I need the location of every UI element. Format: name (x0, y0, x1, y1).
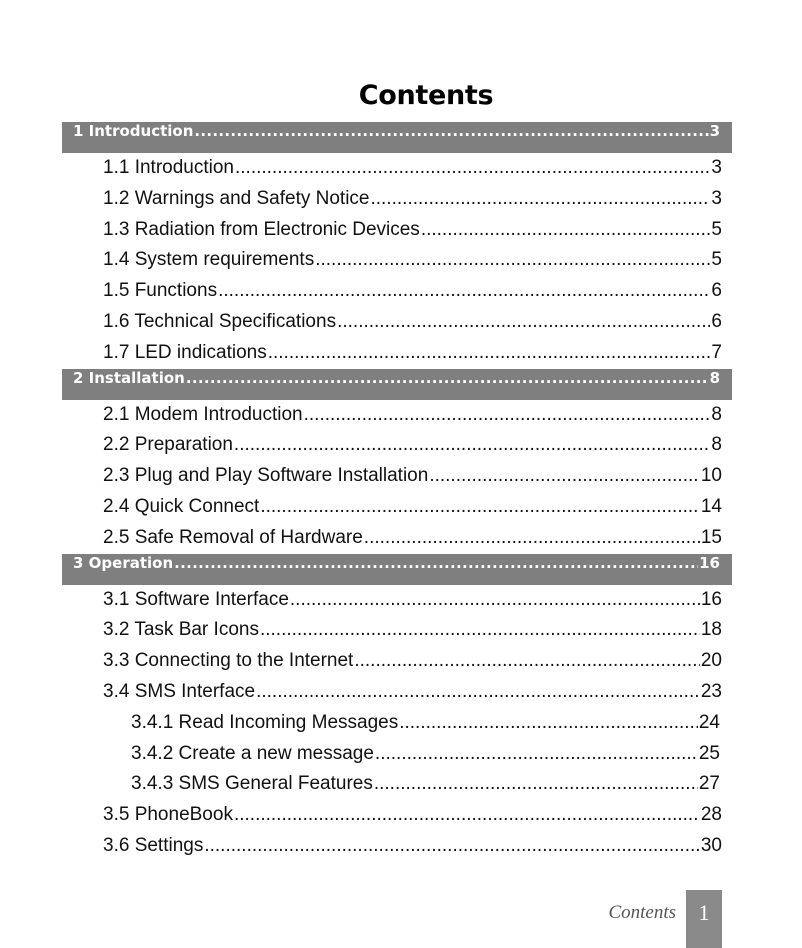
toc-entry-title: 1.7 LED indications (103, 341, 267, 363)
toc-entry-page: 8 (711, 434, 722, 456)
toc-leader-dots (174, 554, 698, 572)
toc-entry-page: 6 (711, 310, 722, 332)
toc-leader-dots (429, 461, 700, 492)
toc-leader-dots (234, 430, 711, 461)
toc-chapter-title: 1 Introduction (73, 122, 194, 140)
toc-section-row[interactable] (62, 400, 732, 431)
toc-section-row[interactable] (62, 492, 732, 523)
toc-section-row[interactable] (62, 461, 732, 492)
toc-entry-page: 24 (698, 711, 720, 733)
page-number-tab: 1 (686, 890, 722, 948)
toc-entry-title: 2.1 Modem Introduction (103, 403, 303, 425)
toc-subsection-row[interactable] (62, 708, 732, 739)
toc-section-row[interactable] (62, 276, 732, 307)
toc-leader-dots (290, 585, 700, 616)
toc-chapter-page: 16 (699, 553, 720, 572)
toc-leader-dots (304, 400, 711, 431)
toc-entry-page: 5 (711, 218, 722, 240)
toc-entry-page: 6 (711, 280, 722, 302)
toc-leader-dots (371, 184, 711, 215)
toc-leader-dots (421, 215, 711, 246)
toc-chapter-title: 3 Operation (73, 553, 174, 572)
toc-section-row[interactable] (62, 245, 732, 276)
toc-entry-title: 3.4.3 SMS General Features (131, 773, 373, 795)
toc-entry-title: 1.1 Introduction (103, 157, 234, 178)
toc-section-row[interactable] (62, 615, 732, 646)
toc-entry-title: 3.6 Settings (103, 834, 204, 856)
toc-entry-page: 7 (711, 341, 722, 363)
toc-leader-dots (364, 523, 700, 554)
toc-entry-title: 2.3 Plug and Play Software Installation (103, 465, 429, 487)
toc-entry-page: 10 (700, 465, 722, 487)
page-title: Contents (358, 80, 494, 111)
toc-entry-title: 2.5 Safe Removal of Hardware (103, 526, 363, 548)
toc-section-row[interactable] (62, 677, 732, 708)
toc-entry-page: 3 (711, 187, 722, 209)
toc-leader-dots (354, 646, 700, 677)
toc-section-row[interactable] (62, 800, 732, 831)
toc-section-row[interactable] (62, 307, 732, 338)
toc-leader-dots (260, 615, 700, 646)
toc-section-row[interactable] (62, 215, 732, 246)
toc-entry-title: 3.5 PhoneBook (103, 804, 233, 826)
toc-section-row[interactable] (62, 585, 732, 616)
toc-entry-page: 8 (711, 403, 722, 425)
toc-leader-dots (315, 245, 710, 276)
toc-entry-title: 3.2 Task Bar Icons (103, 619, 259, 641)
toc-entry-title: 3.4.2 Create a new message (131, 742, 374, 764)
toc-leader-dots (235, 153, 710, 184)
toc-leader-dots (256, 677, 700, 708)
toc-section-row[interactable] (62, 153, 732, 184)
toc-leader-dots (234, 800, 700, 831)
toc-entry-title: 3.3 Connecting to the Internet (103, 650, 354, 672)
toc-chapter-title: 2 Installation (73, 368, 185, 387)
toc-entry-title: 1.4 System requirements (103, 249, 315, 271)
toc-entry-page: 14 (700, 495, 722, 517)
toc-entry-page: 20 (700, 650, 722, 672)
table-of-contents (62, 122, 732, 862)
toc-entry-page: 23 (700, 680, 722, 702)
toc-subsection-row[interactable] (62, 739, 732, 770)
toc-entry-title: 2.4 Quick Connect (103, 495, 260, 517)
toc-leader-dots (204, 831, 700, 862)
toc-leader-dots (218, 276, 710, 307)
toc-chapter-row[interactable] (62, 369, 732, 400)
toc-entry-page: 5 (711, 249, 722, 271)
toc-entry-title: 1.5 Functions (103, 280, 218, 302)
toc-entry-page: 16 (700, 588, 722, 610)
toc-entry-title: 3.4 SMS Interface (103, 680, 256, 702)
toc-section-row[interactable] (62, 338, 732, 369)
toc-leader-dots (375, 739, 698, 770)
footer-section-label: Contents (608, 902, 676, 923)
toc-chapter-page: 3 (709, 122, 720, 140)
toc-chapter-row[interactable] (62, 554, 732, 585)
toc-chapter-page: 8 (709, 368, 720, 387)
toc-leader-dots (260, 492, 700, 523)
toc-section-row[interactable] (62, 523, 732, 554)
toc-leader-dots (194, 122, 708, 140)
toc-entry-page: 25 (698, 742, 720, 764)
toc-entry-page: 28 (700, 804, 722, 826)
toc-entry-title: 1.2 Warnings and Safety Notice (103, 187, 370, 209)
toc-entry-title: 2.2 Preparation (103, 434, 233, 456)
toc-subsection-row[interactable] (62, 769, 732, 800)
toc-entry-page: 3 (711, 157, 722, 178)
toc-entry-page: 15 (700, 526, 722, 548)
toc-section-row[interactable] (62, 184, 732, 215)
toc-entry-title: 3.1 Software Interface (103, 588, 289, 610)
toc-section-row[interactable] (62, 831, 732, 862)
toc-entry-page: 30 (700, 834, 722, 856)
toc-entry-title: 1.6 Technical Specifications (103, 310, 337, 332)
toc-entry-page: 27 (698, 773, 720, 795)
toc-leader-dots (268, 338, 711, 369)
toc-leader-dots (186, 369, 709, 387)
toc-entry-title: 1.3 Radiation from Electronic Devices (103, 218, 420, 240)
toc-leader-dots (337, 307, 710, 338)
toc-entry-page: 18 (700, 619, 722, 641)
toc-section-row[interactable] (62, 646, 732, 677)
toc-section-row[interactable] (62, 430, 732, 461)
toc-leader-dots (374, 769, 698, 800)
toc-entry-title: 3.4.1 Read Incoming Messages (131, 711, 399, 733)
toc-chapter-row[interactable] (62, 122, 732, 153)
toc-leader-dots (399, 708, 698, 739)
